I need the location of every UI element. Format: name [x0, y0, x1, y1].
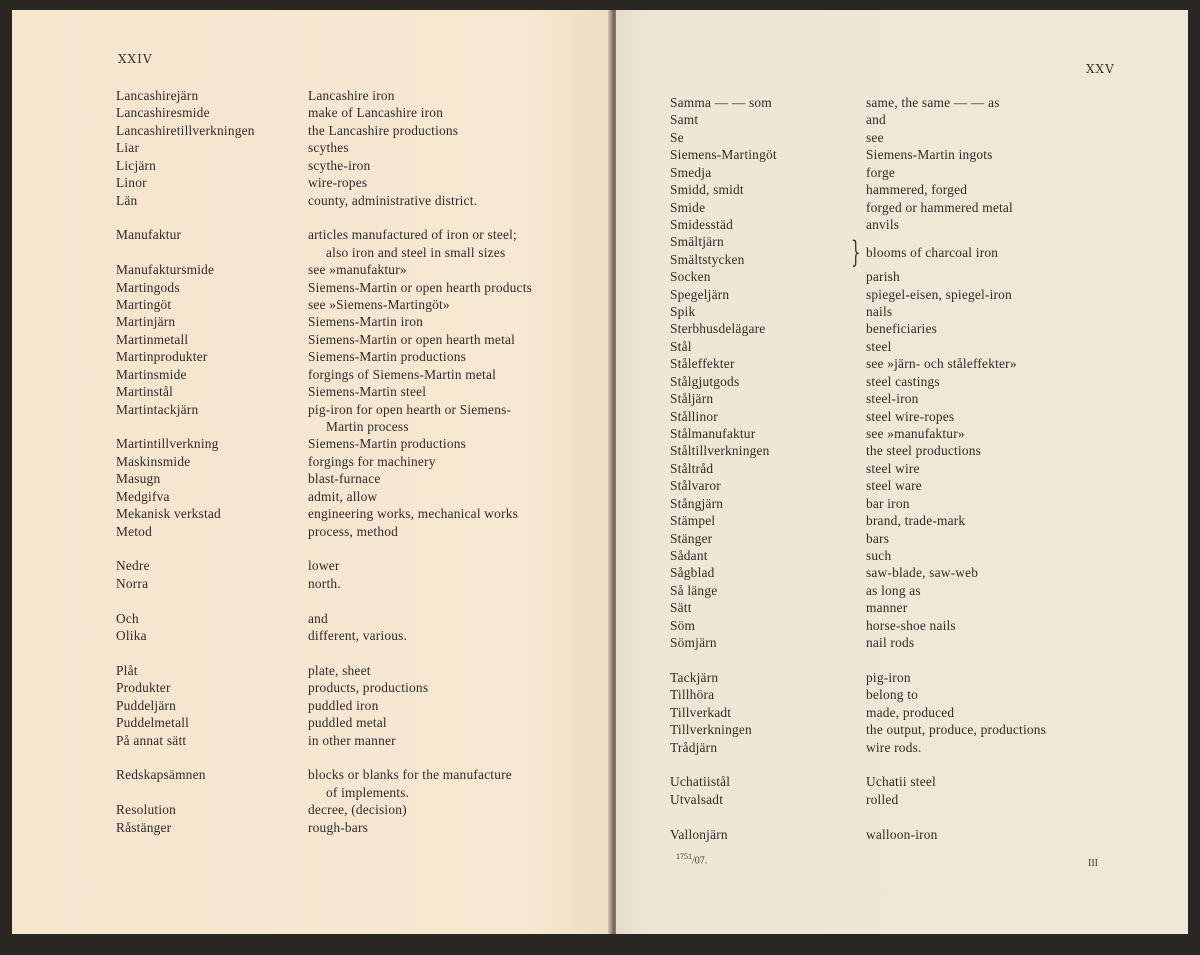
swedish-term: Ståltråd	[670, 460, 714, 476]
swedish-term: Smältjärn	[670, 234, 724, 250]
english-definition: brand, trade-mark	[866, 513, 966, 529]
brace-glyph: }	[851, 235, 861, 270]
english-definition: bar iron	[866, 495, 910, 511]
english-definition: scythe-iron	[308, 157, 371, 173]
english-definition: steel-iron	[866, 391, 919, 407]
swedish-term: Samt	[670, 112, 699, 128]
swedish-term: Puddelmetall	[116, 715, 190, 731]
swedish-term: Spegeljärn	[670, 286, 730, 302]
english-definition: blast-furnace	[308, 471, 381, 487]
english-definition: steel ware	[866, 478, 922, 494]
english-definition: nail rods	[866, 635, 915, 651]
english-definition: wire rods.	[866, 739, 922, 755]
swedish-term: Puddeljärn	[116, 697, 177, 713]
swedish-term: Martingods	[116, 279, 180, 295]
english-definition: steel	[866, 338, 892, 354]
swedish-term: Martintackjärn	[116, 401, 199, 417]
swedish-term: Så länge	[670, 582, 718, 598]
english-definition: products, productions	[308, 680, 429, 696]
swedish-term: Ståleffekter	[670, 356, 735, 372]
english-definition: forgings of Siemens-Martin metal	[308, 366, 497, 382]
english-definition: forged or hammered metal	[866, 199, 1013, 215]
english-definition: rolled	[866, 791, 899, 807]
swedish-term: Redskapsämnen	[116, 767, 206, 783]
definition: also iron and steel in small sizes	[326, 244, 506, 260]
english-definition: Siemens-Martin or open hearth products	[308, 279, 533, 295]
english-definition: belong to	[866, 687, 919, 703]
swedish-term: Martinsmide	[116, 366, 187, 382]
swedish-term: Tillhöra	[670, 687, 715, 703]
english-definition: forge	[866, 164, 896, 180]
swedish-term: Sömjärn	[670, 635, 717, 651]
swedish-term: Lancashiresmide	[116, 105, 210, 121]
swedish-term: Län	[116, 192, 138, 208]
english-definition: Siemens-Martin productions	[308, 436, 467, 452]
swedish-term: Olika	[116, 628, 147, 644]
english-definition: admit, allow	[308, 488, 378, 504]
swedish-term: Siemens-Martingöt	[670, 147, 777, 163]
swedish-term: Stålvaror	[670, 478, 721, 494]
english-definition: Siemens-Martin ingots	[866, 147, 993, 163]
swedish-term: Se	[670, 129, 684, 145]
swedish-term: Smältstycken	[670, 251, 745, 267]
english-definition: nails	[866, 304, 893, 320]
english-definition: hammered, forged	[866, 182, 968, 198]
swedish-term: Licjärn	[116, 157, 157, 173]
english-definition: as long as	[866, 582, 921, 598]
english-definition: engineering works, mechanical works	[308, 506, 519, 522]
english-definition: wire-ropes	[308, 175, 368, 191]
english-definition: made, produced	[866, 704, 955, 720]
english-definition: anvils	[866, 216, 900, 232]
english-definition: scythes	[308, 140, 349, 156]
swedish-term: Metod	[116, 523, 152, 539]
swedish-term: Sådant	[670, 547, 708, 563]
swedish-term: Tackjärn	[670, 669, 719, 685]
swedish-term: Martinmetall	[116, 331, 189, 347]
english-definition: spiegel-eisen, spiegel-iron	[866, 286, 1012, 302]
english-definition: and	[308, 610, 328, 626]
swedish-term: Norra	[116, 575, 149, 591]
english-definition: see »manufaktur»	[308, 262, 407, 278]
english-definition: such	[866, 547, 892, 563]
definition: Martin process	[326, 418, 409, 434]
english-definition: make of Lancashire iron	[308, 105, 444, 121]
english-definition: articles manufactured of iron or steel;	[308, 227, 517, 243]
signature-mark	[676, 852, 707, 866]
swedish-term: Martintillverkning	[116, 436, 219, 452]
english-definition: puddled iron	[308, 697, 379, 713]
swedish-term: Produkter	[116, 680, 171, 696]
english-definition: pig-iron for open hearth or Siemens-	[308, 401, 512, 417]
left-page	[12, 10, 612, 934]
swedish-term: Tillverkadt	[670, 704, 732, 720]
english-definition: blocks or blanks for the manufacture	[308, 767, 512, 783]
english-definition: see »manufaktur»	[866, 425, 965, 441]
english-definition: Siemens-Martin or open hearth metal	[308, 331, 516, 347]
english-definition: in other manner	[308, 732, 396, 748]
swedish-term: Smedja	[670, 164, 712, 180]
swedish-term: Och	[116, 610, 139, 626]
english-definition: county, administrative district.	[308, 192, 478, 208]
swedish-term: Resolution	[116, 802, 177, 818]
english-definition: see »järn- och ståleffekter»	[866, 356, 1017, 372]
english-definition: Siemens-Martin iron	[308, 314, 423, 330]
english-definition: the steel productions	[866, 443, 982, 459]
swedish-term: Råstänger	[116, 819, 172, 835]
swedish-term: Medgifva	[116, 488, 170, 504]
swedish-term: Vallonjärn	[670, 826, 728, 842]
swedish-term: Spik	[670, 304, 696, 320]
swedish-term: Manufaktursmide	[116, 262, 215, 278]
english-definition: manner	[866, 600, 908, 616]
swedish-term: Maskinsmide	[116, 453, 191, 469]
english-definition: steel wire	[866, 460, 920, 476]
english-definition: pig-iron	[866, 669, 911, 685]
english-definition: process, method	[308, 523, 399, 539]
swedish-term: Trådjärn	[670, 739, 718, 755]
swedish-term: Lancashirejärn	[116, 88, 199, 103]
swedish-term: Stålgjutgods	[670, 373, 740, 389]
swedish-term: Linor	[116, 175, 147, 191]
swedish-term: Martinjärn	[116, 314, 176, 330]
english-definition: beneficiaries	[866, 321, 937, 337]
english-definition: forgings for machinery	[308, 453, 436, 469]
swedish-term: Martinprodukter	[116, 349, 208, 365]
page-number: XXIV	[118, 52, 153, 66]
english-definition: plate, sheet	[308, 662, 371, 678]
page-number: XXV	[1086, 62, 1115, 76]
swedish-term: Sätt	[670, 600, 692, 616]
brace-definition: blooms of charcoal iron	[866, 245, 999, 260]
english-definition: the output, produce, productions	[866, 722, 1047, 738]
swedish-term: Smide	[670, 199, 706, 215]
swedish-term: Nedre	[116, 558, 150, 574]
english-definition: the Lancashire productions	[308, 122, 459, 138]
swedish-term: Socken	[670, 269, 711, 285]
english-definition: same, the same — — as	[866, 95, 1000, 110]
english-definition: bars	[866, 530, 890, 546]
swedish-term: Sågblad	[670, 565, 715, 581]
swedish-term: Mekanisk verkstad	[116, 506, 221, 522]
swedish-term: Liar	[116, 140, 140, 156]
swedish-term: På annat sätt	[116, 732, 187, 748]
english-definition: see	[866, 129, 884, 145]
right-page	[616, 10, 1188, 934]
swedish-term: Stämpel	[670, 513, 716, 529]
swedish-term: Tillverkningen	[670, 722, 752, 738]
english-definition: and	[866, 112, 886, 128]
english-definition: lower	[308, 558, 340, 574]
swedish-term: Manufaktur	[116, 227, 182, 243]
signature-suffix: /07.	[692, 855, 708, 867]
sheet-number: III	[1088, 858, 1098, 869]
english-definition: see »Siemens-Martingöt»	[308, 297, 450, 313]
swedish-term: Ståljärn	[670, 391, 714, 407]
english-definition: steel wire-ropes	[866, 408, 955, 424]
swedish-term: Stål	[670, 338, 692, 354]
english-definition: Uchatii steel	[866, 774, 936, 790]
english-definition: north.	[308, 575, 341, 591]
english-definition: horse-shoe nails	[866, 617, 956, 633]
english-definition: Lancashire iron	[308, 88, 395, 103]
english-definition: puddled metal	[308, 715, 387, 731]
swedish-term: Smidd, smidt	[670, 182, 744, 198]
english-definition: rough-bars	[308, 819, 369, 835]
english-definition: Siemens-Martin steel	[308, 384, 427, 400]
english-definition: saw-blade, saw-web	[866, 565, 979, 581]
english-definition: different, various.	[308, 628, 408, 644]
swedish-term: Stållinor	[670, 408, 718, 424]
swedish-term: Utvalsadt	[670, 791, 724, 807]
definition: of implements.	[326, 784, 410, 800]
swedish-term: Martinstål	[116, 384, 174, 400]
swedish-term: Masugn	[116, 471, 161, 487]
signature-number: 1751	[676, 852, 692, 861]
english-definition: steel castings	[866, 373, 940, 389]
swedish-term: Smidesstäd	[670, 216, 734, 232]
swedish-term: Martingöt	[116, 297, 172, 313]
english-definition: Siemens-Martin productions	[308, 349, 467, 365]
english-definition: decree, (decision)	[308, 802, 407, 818]
swedish-term: Stångjärn	[670, 495, 724, 511]
swedish-term: Samma — — som	[670, 95, 772, 110]
swedish-term: Lancashiretillverkningen	[116, 122, 255, 138]
english-definition: walloon-iron	[866, 826, 938, 842]
swedish-term: Sterbhusdelägare	[670, 321, 766, 337]
english-definition: parish	[866, 269, 900, 285]
swedish-term: Stålmanufaktur	[670, 425, 756, 441]
swedish-term: Stänger	[670, 530, 713, 546]
swedish-term: Söm	[670, 617, 696, 633]
swedish-term: Ståltillverkningen	[670, 443, 770, 459]
swedish-term: Uchatiistål	[670, 774, 731, 790]
swedish-term: Plåt	[116, 662, 138, 678]
